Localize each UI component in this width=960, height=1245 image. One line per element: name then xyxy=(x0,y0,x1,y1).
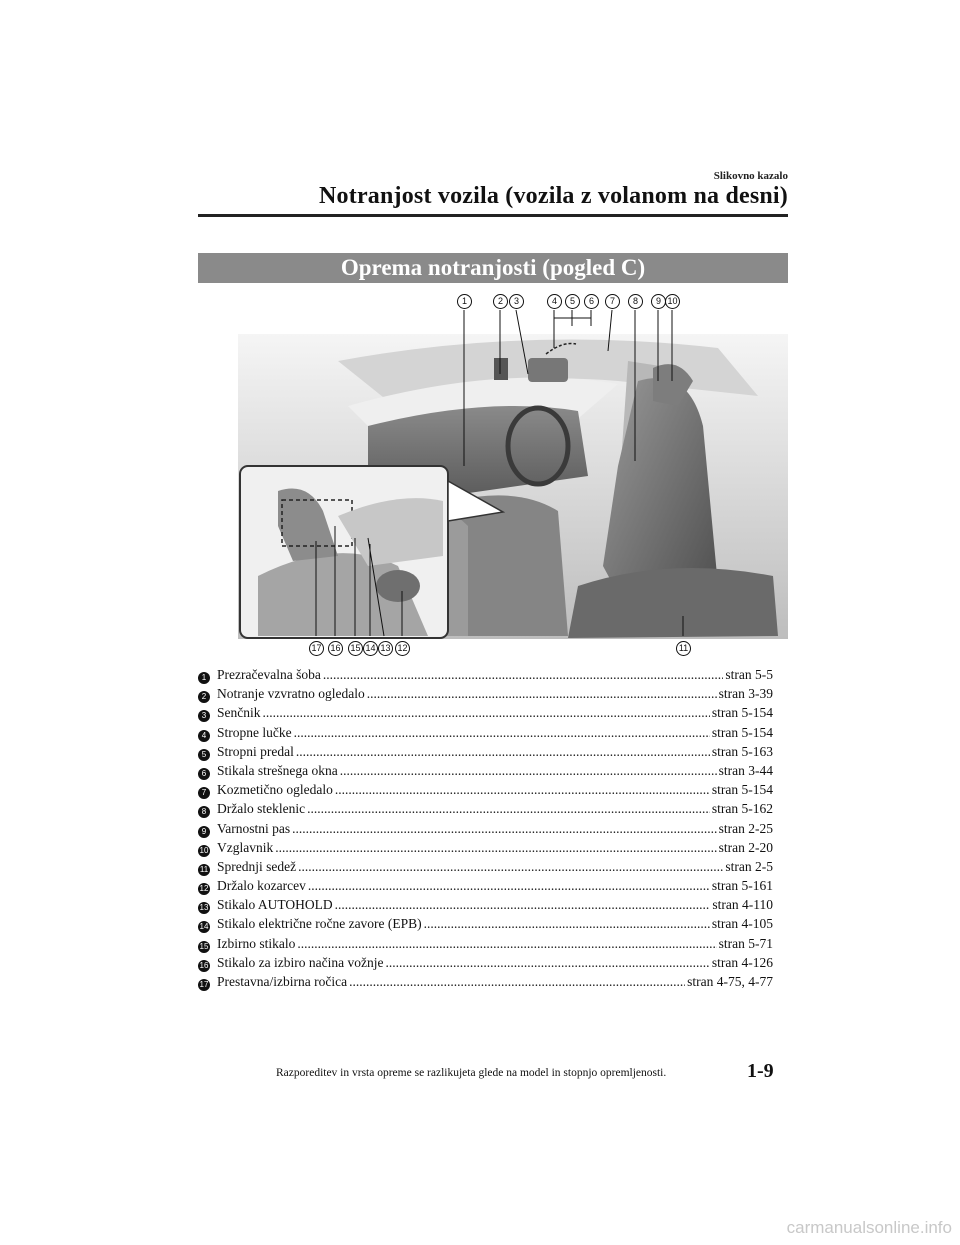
item-label: Sprednji sedež xyxy=(217,858,297,874)
dot-leader xyxy=(307,799,710,818)
callout-3: 3 xyxy=(509,294,524,309)
dot-leader xyxy=(367,684,717,703)
item-label: Stikalo električne ročne zavore (EPB) xyxy=(217,916,422,932)
dot-leader xyxy=(349,972,685,991)
item-number: 2 xyxy=(198,691,210,703)
callout-12: 12 xyxy=(395,641,410,656)
list-item xyxy=(198,953,773,972)
item-label: Stikala strešnega okna xyxy=(217,762,338,778)
list-item xyxy=(198,780,773,799)
item-page-ref: stran 5-163 xyxy=(711,743,773,759)
item-number: 13 xyxy=(199,903,209,913)
item-page-ref: stran 4-110 xyxy=(712,897,773,913)
item-label: Stikalo AUTOHOLD xyxy=(217,897,333,913)
section-banner: Oprema notranjosti (pogled C) xyxy=(198,253,788,283)
item-label: Izbirno stikalo xyxy=(217,935,296,951)
list-item xyxy=(198,742,773,761)
item-label: Stropni predal xyxy=(217,743,294,759)
item-page-ref: stran 4-126 xyxy=(711,954,773,970)
item-number: 1 xyxy=(198,672,210,684)
item-number: 7 xyxy=(198,787,210,799)
watermark: carmanualsonline.info xyxy=(786,1218,952,1237)
item-label: Stropne lučke xyxy=(217,724,292,740)
item-page-ref: stran 5-161 xyxy=(711,878,773,894)
item-page-ref: stran 5-154 xyxy=(711,782,773,798)
callout-1: 1 xyxy=(457,294,472,309)
item-label: Držalo steklenic xyxy=(217,801,306,817)
list-item xyxy=(198,819,773,838)
list-item xyxy=(198,665,773,684)
callout-13: 13 xyxy=(378,641,393,656)
dot-leader xyxy=(308,876,710,895)
item-number: 16 xyxy=(199,960,209,970)
page-number: 1-9 xyxy=(747,1060,774,1082)
list-item xyxy=(198,914,773,933)
item-number: 17 xyxy=(199,980,209,989)
callout-8: 8 xyxy=(628,294,643,309)
item-number: 10 xyxy=(199,845,209,855)
item-number: 6 xyxy=(198,768,210,780)
dot-leader xyxy=(296,742,710,761)
item-number: 14 xyxy=(199,922,209,932)
list-item xyxy=(198,934,773,953)
list-item xyxy=(198,799,773,818)
item-page-ref: stran 4-105 xyxy=(711,916,773,932)
callout-14: 14 xyxy=(363,641,378,656)
item-page-ref: stran 5-154 xyxy=(711,724,773,740)
list-item xyxy=(198,857,773,876)
item-page-ref: stran 5-162 xyxy=(711,801,773,817)
item-label: Vzglavnik xyxy=(217,839,274,855)
dot-leader xyxy=(292,819,717,838)
list-item xyxy=(198,761,773,780)
item-page-ref: stran 2-5 xyxy=(725,858,773,874)
callout-5: 5 xyxy=(565,294,580,309)
item-number: 15 xyxy=(199,941,209,951)
item-label: Stikalo za izbiro načina vožnje xyxy=(217,954,384,970)
item-number: 3 xyxy=(198,710,210,722)
list-item xyxy=(198,684,773,703)
dot-leader xyxy=(263,703,710,722)
list-item xyxy=(198,876,773,895)
callout-17: 17 xyxy=(309,641,324,656)
item-label: Kozmetično ogledalo xyxy=(217,782,333,798)
item-label: Notranje vzvratno ogledalo xyxy=(217,686,365,702)
callout-11: 11 xyxy=(676,641,691,656)
item-label: Prezračevalna šoba xyxy=(217,667,321,682)
dot-leader xyxy=(323,665,724,684)
dot-leader xyxy=(385,953,709,972)
callout-2: 2 xyxy=(493,294,508,309)
callout-10: 10 xyxy=(665,294,680,309)
dot-leader xyxy=(424,914,710,933)
list-item xyxy=(198,838,773,857)
item-number: 4 xyxy=(198,730,210,742)
callout-16: 16 xyxy=(328,641,343,656)
equipment-list xyxy=(198,665,773,991)
header-divider xyxy=(198,214,788,217)
page-title: Notranjost vozila (vozila z volanom na desni) xyxy=(319,183,788,209)
dot-leader xyxy=(340,761,717,780)
item-page-ref: stran 4-75, 4-77 xyxy=(687,974,773,989)
callout-6: 6 xyxy=(584,294,599,309)
item-label: Držalo kozarcev xyxy=(217,878,306,894)
item-number: 11 xyxy=(199,864,209,874)
item-label: Senčnik xyxy=(217,705,261,721)
item-number: 8 xyxy=(198,806,210,818)
section-label: Slikovno kazalo xyxy=(713,170,788,182)
item-page-ref: stran 3-39 xyxy=(718,686,773,702)
item-page-ref: stran 5-154 xyxy=(711,705,773,721)
item-page-ref: stran 3-44 xyxy=(718,762,773,778)
dot-leader xyxy=(335,895,711,914)
item-number: 5 xyxy=(198,749,210,761)
dot-leader xyxy=(335,780,710,799)
item-page-ref: stran 5-71 xyxy=(718,935,773,951)
item-number: 9 xyxy=(198,826,210,838)
callout-15: 15 xyxy=(348,641,363,656)
list-item xyxy=(198,972,773,991)
callout-7: 7 xyxy=(605,294,620,309)
list-item xyxy=(198,703,773,722)
dot-leader xyxy=(275,838,716,857)
car-interior-drawing xyxy=(198,286,788,661)
dot-leader xyxy=(298,857,723,876)
item-label: Prestavna/izbirna ročica xyxy=(217,974,348,989)
item-page-ref: stran 2-25 xyxy=(718,820,773,836)
footer-note: Razporeditev in vrsta opreme se razlikujeta glede na model in stopnjo opremljenosti. xyxy=(276,1067,667,1079)
callout-4: 4 xyxy=(547,294,562,309)
interior-illustration xyxy=(198,286,788,661)
dot-leader xyxy=(294,723,710,742)
callout-9: 9 xyxy=(651,294,666,309)
item-label: Varnostni pas xyxy=(217,820,291,836)
item-page-ref: stran 5-5 xyxy=(725,667,773,682)
dot-leader xyxy=(297,934,716,953)
item-page-ref: stran 2-20 xyxy=(718,839,773,855)
list-item xyxy=(198,723,773,742)
list-item xyxy=(198,895,773,914)
item-number: 12 xyxy=(199,884,209,894)
